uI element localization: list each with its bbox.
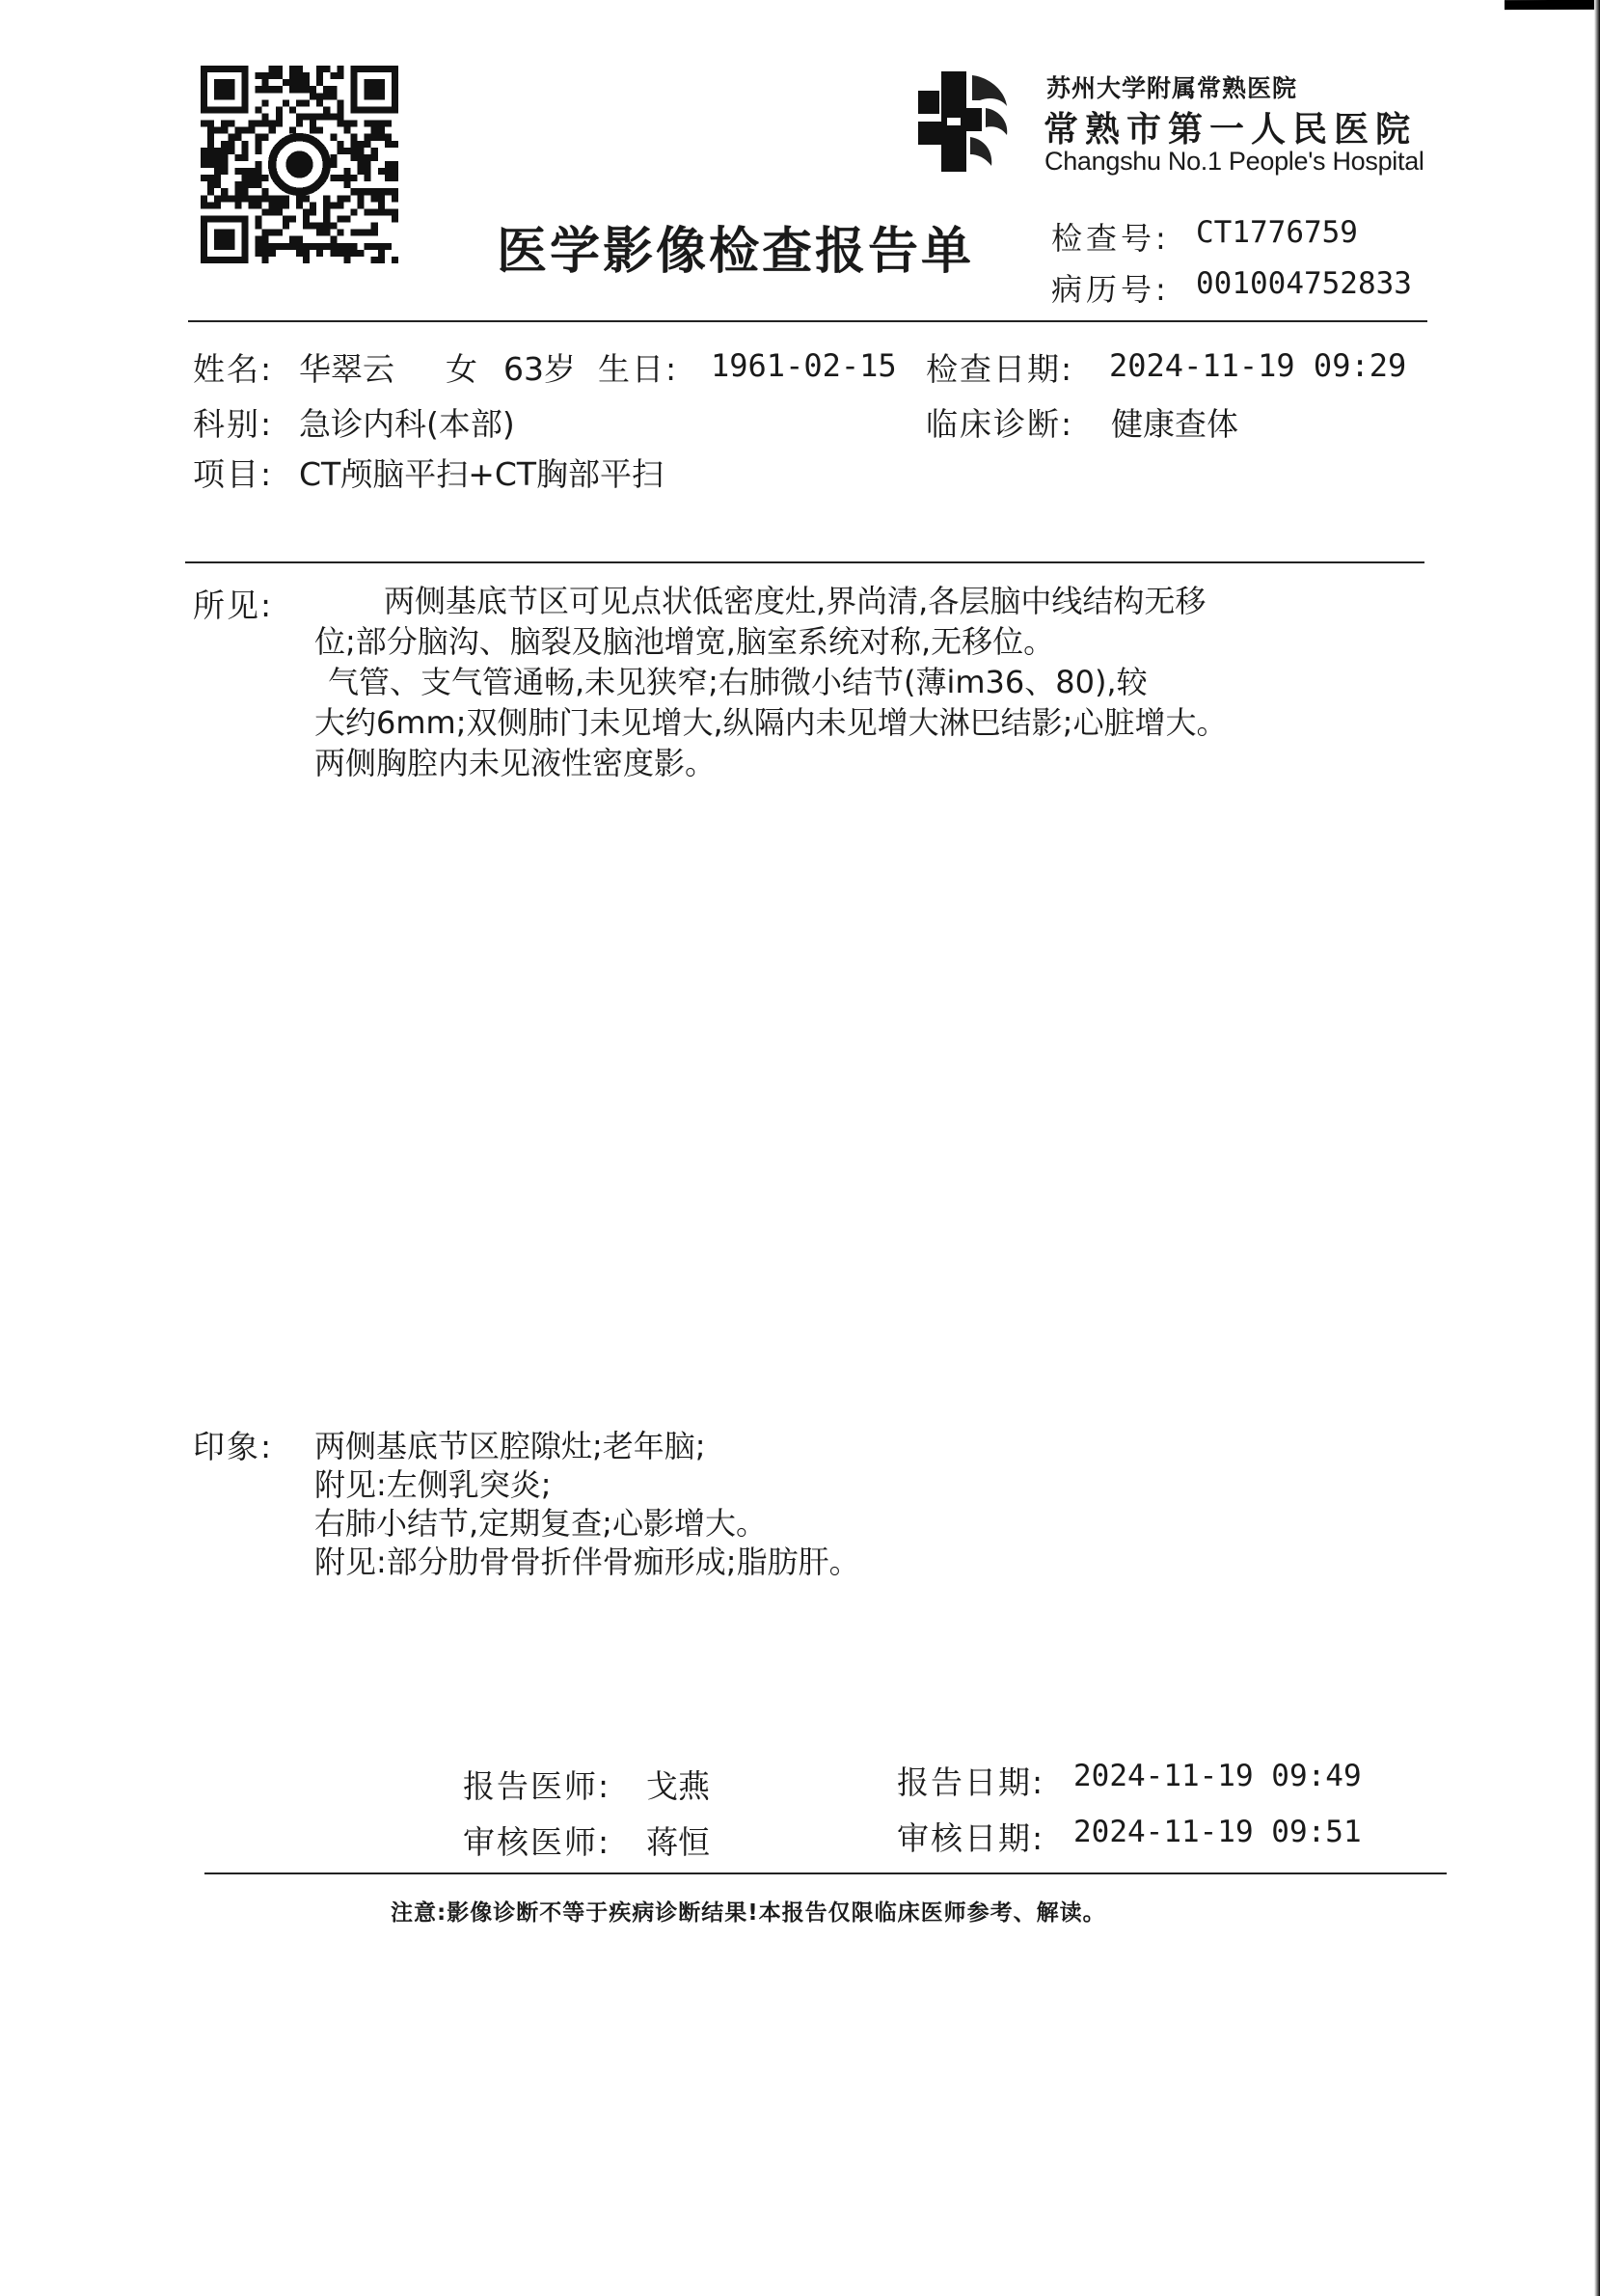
disclaimer-notice: 注意:影像诊断不等于疾病诊断结果!本报告仅限临床医师参考、解读。 bbox=[391, 1900, 1106, 1926]
scan-edge-top bbox=[1505, 0, 1600, 10]
report-date-label: 报告日期: bbox=[897, 1763, 1045, 1801]
clinical-dx-label: 临床诊断: bbox=[926, 405, 1074, 443]
exam-no: CT1776759 bbox=[1196, 215, 1358, 250]
impression-line: 两侧基底节区腔隙灶;老年脑; bbox=[314, 1428, 706, 1464]
qr-code-icon bbox=[201, 66, 398, 263]
findings-p2-line2: 大约6mm;双侧肺门未见增大,纵隔内未见增大淋巴结影;心脏增大。 bbox=[314, 704, 1228, 741]
findings-p2-line3: 两侧胸腔内未见液性密度影。 bbox=[314, 745, 717, 781]
review-date: 2024-11-19 09:51 bbox=[1073, 1815, 1362, 1849]
findings-p2-line1: 气管、支气管通畅,未见狭窄;右肺微小结节(薄im36、80),较 bbox=[328, 664, 1148, 700]
reviewer-name: 蒋恒 bbox=[646, 1823, 710, 1861]
dept: 急诊内科(本部) bbox=[299, 405, 515, 443]
reviewer-label: 审核医师: bbox=[463, 1823, 611, 1861]
patient-name-label: 姓名: bbox=[193, 350, 274, 388]
exam-date: 2024-11-19 09:29 bbox=[1109, 347, 1407, 384]
reporter-name: 戈燕 bbox=[646, 1767, 710, 1805]
record-no: 001004752833 bbox=[1196, 266, 1412, 301]
item-label: 项目: bbox=[193, 455, 274, 493]
hospital-affiliation: 苏州大学附属常熟医院 bbox=[1046, 74, 1298, 102]
reporter-label: 报告医师: bbox=[463, 1767, 611, 1805]
exam-item: CT颅脑平扫+CT胸部平扫 bbox=[299, 455, 664, 493]
patient-sex: 女 bbox=[446, 350, 477, 388]
patient-name: 华翠云 bbox=[299, 350, 394, 388]
hospital-name: 常熟市第一人民医院 bbox=[1044, 110, 1418, 150]
report-date: 2024-11-19 09:49 bbox=[1073, 1759, 1362, 1793]
info-divider bbox=[185, 561, 1424, 563]
report-title: 医学影像检查报告单 bbox=[497, 223, 975, 281]
impression-line: 右肺小结节,定期复查;心影增大。 bbox=[314, 1505, 767, 1542]
findings-p1-line1: 两侧基底节区可见点状低密度灶,界尚清,各层脑中线结构无移 bbox=[384, 583, 1207, 619]
clinical-dx: 健康查体 bbox=[1111, 405, 1238, 443]
dept-label: 科别: bbox=[193, 405, 274, 443]
scan-edge-right bbox=[1594, 0, 1600, 2296]
impression-line: 附见:部分肋骨骨折伴骨痂形成;脂肪肝。 bbox=[314, 1544, 860, 1580]
exam-no-label: 检查号: bbox=[1051, 220, 1170, 257]
footer-divider bbox=[204, 1872, 1447, 1874]
dob-label: 生日: bbox=[598, 350, 679, 388]
exam-date-label: 检查日期: bbox=[926, 350, 1074, 388]
findings-p1-line2: 位;部分脑沟、脑裂及脑池增宽,脑室系统对称,无移位。 bbox=[314, 623, 1055, 660]
header-divider bbox=[188, 320, 1427, 322]
hospital-name-en: Changshu No.1 People's Hospital bbox=[1044, 147, 1424, 176]
hospital-logo-icon bbox=[914, 69, 1011, 174]
impression-label: 印象: bbox=[193, 1428, 274, 1465]
record-no-label: 病历号: bbox=[1051, 271, 1170, 308]
findings-label: 所见: bbox=[193, 587, 274, 624]
patient-age: 63岁 bbox=[503, 350, 576, 388]
dob: 1961-02-15 bbox=[711, 347, 897, 384]
review-date-label: 审核日期: bbox=[897, 1819, 1045, 1857]
impression-line: 附见:左侧乳突炎; bbox=[314, 1466, 552, 1503]
